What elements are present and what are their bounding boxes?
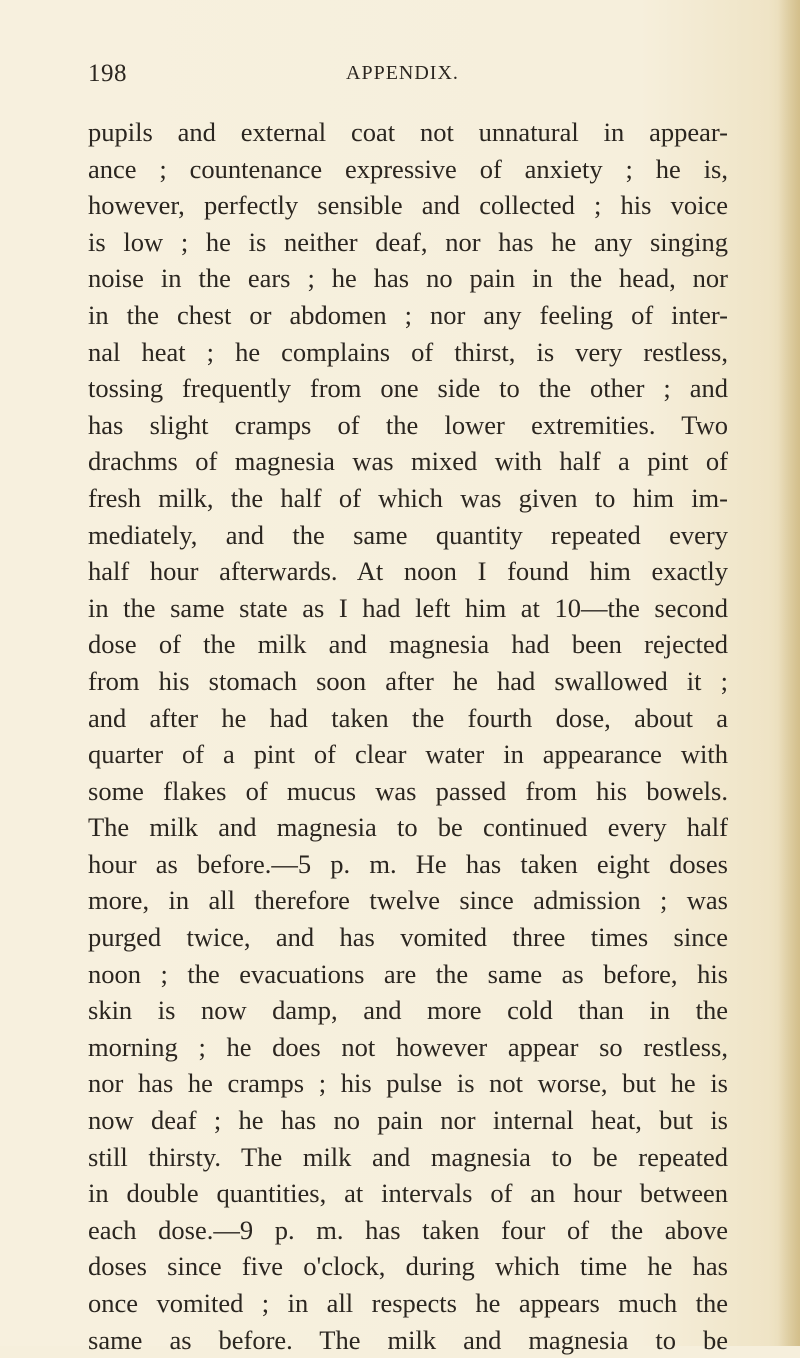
- text-line: in the chest or abdomen ; nor any feeling of inter-: [88, 299, 728, 330]
- text-line: tossing frequently from one side to the other ; and: [88, 373, 728, 404]
- text-line: drachms of magnesia was mixed with half a pint of: [88, 446, 728, 477]
- text-line: is low ; he is neither deaf, nor has he any singing: [88, 226, 728, 257]
- text-line: ance ; countenance expressive of anxiety ; he is,: [88, 153, 728, 184]
- text-line: and after he had taken the fourth dose, about a: [88, 702, 728, 733]
- text-line: has slight cramps of the lower extremities. Two: [88, 409, 728, 440]
- page-edge-shadow: [778, 0, 800, 1346]
- text-line: noon ; the evacuations are the same as before, his: [88, 958, 728, 989]
- text-line: each dose.—9 p. m. has taken four of the above: [88, 1214, 728, 1245]
- text-line: half hour afterwards. At noon I found him exactly: [88, 556, 728, 587]
- text-line: pupils and external coat not unnatural in appear-: [88, 117, 728, 147]
- text-line: noise in the ears ; he has no pain in the head, nor: [88, 263, 728, 294]
- text-line: dose of the milk and magnesia had been rejected: [88, 629, 728, 660]
- text-line: hour as before.—5 p. m. He has taken eight doses: [88, 848, 728, 879]
- text-line: skin is now damp, and more cold than in the: [88, 995, 728, 1026]
- text-line: nor has he cramps ; his pulse is not worse, but he is: [88, 1068, 728, 1099]
- text-line: doses since five o'clock, during which time he has: [88, 1251, 728, 1282]
- text-line: same as before. The milk and magnesia to be: [88, 1324, 728, 1355]
- text-line: nal heat ; he complains of thirst, is very restless,: [88, 336, 728, 367]
- body-text: [88, 114, 728, 1358]
- text-line: mediately, and the same quantity repeated every: [88, 519, 728, 550]
- text-line: now deaf ; he has no pain nor internal heat, but is: [88, 1105, 728, 1136]
- text-line: more, in all therefore twelve since admission ; was: [88, 885, 728, 916]
- text-line: quarter of a pint of clear water in appearance with: [88, 739, 728, 770]
- text-line: purged twice, and has vomited three times since: [88, 922, 728, 953]
- text-line: morning ; he does not however appear so restless,: [88, 1031, 728, 1062]
- text-line: some flakes of mucus was passed from his bowels.: [88, 775, 728, 806]
- running-head: [88, 60, 728, 100]
- running-title: APPENDIX.: [346, 62, 459, 84]
- text-line: from his stomach soon after he had swallowed it ;: [88, 665, 728, 696]
- text-line: still thirsty. The milk and magnesia to be repeated: [88, 1141, 728, 1172]
- page-number: 198: [88, 60, 127, 87]
- text-line: once vomited ; in all respects he appears much the: [88, 1288, 728, 1318]
- text-line: The milk and magnesia to be continued every half: [88, 812, 728, 843]
- text-line: in double quantities, at intervals of an hour between: [88, 1178, 728, 1209]
- text-line: however, perfectly sensible and collected ; his voice: [88, 190, 728, 221]
- text-line: fresh milk, the half of which was given to him im-: [88, 482, 728, 513]
- text-line: in the same state as I had left him at 10—the second: [88, 592, 728, 623]
